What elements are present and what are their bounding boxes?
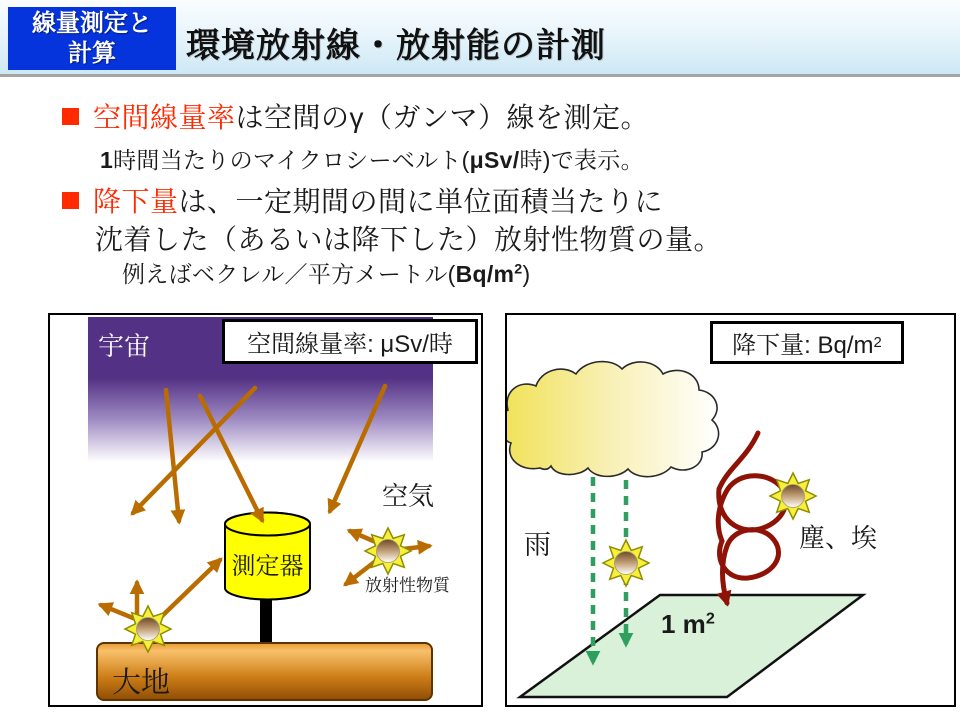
bullet-1-text bbox=[93, 96, 649, 136]
air-label: 空気 bbox=[382, 481, 435, 511]
sub1-part-2: 時間当たりのマイクロシーベルト( bbox=[113, 147, 470, 173]
header-divider bbox=[0, 74, 960, 77]
cosmos-label: 宇宙 bbox=[98, 331, 151, 361]
bullet-2-text-line1 bbox=[93, 180, 663, 220]
bullet-2-subtext bbox=[122, 256, 531, 289]
sub2-bold-2: Bq/m bbox=[455, 261, 515, 287]
sub1-bold-1: 1 bbox=[100, 147, 114, 173]
dust-label: 塵、埃 bbox=[799, 523, 878, 553]
bullet-1-rest: は空間のγ（ガンマ）線を測定。 bbox=[235, 102, 650, 133]
bullet-1-subtext bbox=[100, 142, 644, 175]
radioactive-particle-icon bbox=[770, 473, 816, 519]
sub1-part-4: 時 bbox=[519, 147, 543, 173]
radioactive-particle-icon bbox=[603, 540, 649, 586]
area-label-text: 1 m bbox=[661, 609, 706, 639]
area-label bbox=[661, 609, 715, 640]
chapter-tag-line2: 計算 bbox=[68, 39, 116, 67]
bullet-1-highlight: 空間線量率 bbox=[93, 102, 236, 133]
bullet-1 bbox=[62, 98, 649, 134]
chapter-tag bbox=[8, 7, 176, 70]
detector-label: 測定器 bbox=[231, 553, 304, 580]
bullet-2-rest: は、一定期間の間に単位面積当たりに bbox=[178, 186, 664, 217]
bullet-2-highlight: 降下量 bbox=[93, 186, 179, 217]
bullet-square-icon bbox=[62, 192, 79, 209]
bullet-2 bbox=[62, 182, 663, 218]
sub1-part-5: )で表示。 bbox=[542, 147, 644, 173]
rain-label: 雨 bbox=[524, 530, 551, 560]
particle-label: 放射性物質 bbox=[365, 576, 450, 595]
bullet-square-icon bbox=[62, 108, 79, 125]
radioactive-particle-icon bbox=[365, 528, 411, 574]
right-figure-art bbox=[507, 315, 954, 705]
area-label-sup: 2 bbox=[705, 609, 715, 628]
bullet-2-text-line2: 沈着した（あるいは降下した）放射性物質の量。 bbox=[95, 224, 723, 255]
right-caption-sup: 2 bbox=[873, 334, 882, 351]
cloud-shape bbox=[507, 362, 719, 477]
dust-path bbox=[718, 433, 786, 603]
sub2-part-3: ) bbox=[522, 261, 531, 287]
left-figure-caption: 空間線量率: μSv/時 bbox=[222, 319, 478, 364]
sub1-bold-3: μSv/ bbox=[469, 147, 520, 173]
radioactive-particle-icon bbox=[125, 606, 171, 652]
right-caption-text: 降下量: Bq/m bbox=[732, 332, 874, 359]
sub2-part-1: 例えばベクレル／平方メートル( bbox=[122, 261, 456, 287]
chapter-tag-line1: 線量測定と bbox=[32, 10, 152, 38]
page-title: 環境放射線・放射能の計測 bbox=[186, 27, 606, 65]
ground-label: 大地 bbox=[112, 667, 171, 699]
right-figure-caption bbox=[710, 321, 904, 364]
sub2-sup: 2 bbox=[514, 261, 523, 278]
